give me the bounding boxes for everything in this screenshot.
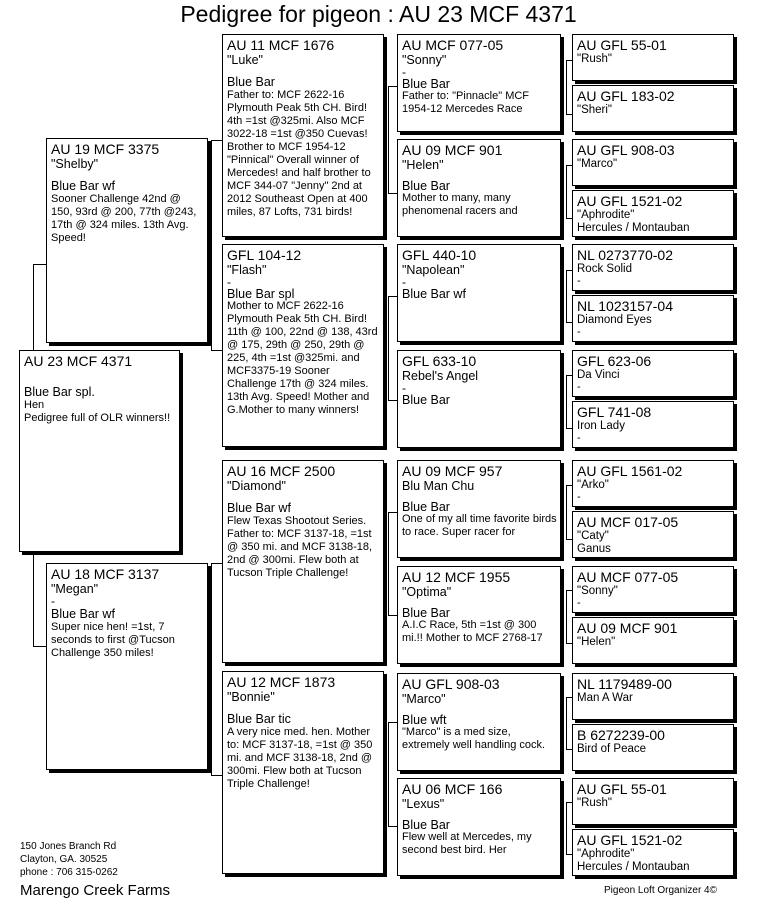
gen4-band: AU GFL 183-02	[577, 88, 675, 104]
connector-line	[388, 512, 397, 513]
connector-line	[211, 563, 212, 775]
connector-line	[388, 193, 397, 194]
gen3-note: A.I.C Race, 5th =1st @ 300 mi.!! Mother to MCF 2768-17	[402, 619, 543, 644]
connector-line	[566, 697, 567, 749]
gen3-card[interactable]	[397, 673, 561, 771]
connector-line	[211, 140, 222, 141]
gen4-card[interactable]	[572, 566, 734, 613]
sire-sire-name: "Luke"	[227, 53, 263, 67]
connector-line	[211, 350, 222, 351]
dam-name: "Megan"	[51, 582, 99, 596]
dam-dam-card[interactable]	[222, 671, 384, 874]
gen4-extra: -	[577, 597, 581, 609]
connector-line	[388, 722, 389, 826]
sire-note: Sooner Challenge 42nd @ 150, 93rd @ 200, 77th @243, 17th @ 324 miles. 13th Avg. Speed!	[51, 193, 197, 244]
gen4-band: AU 09 MCF 901	[577, 620, 678, 636]
gen4-band: AU MCF 017-05	[577, 514, 679, 530]
gen4-band: NL 1023157-04	[577, 298, 674, 314]
gen4-card[interactable]	[572, 401, 734, 448]
address-line-1: 150 Jones Branch Rd	[20, 841, 117, 852]
gen3-band: GFL 440-10	[402, 247, 477, 263]
page-title	[0, 1, 757, 27]
gen4-name: "Rush"	[577, 797, 613, 809]
gen3-color: Blue Bar	[402, 77, 450, 91]
sire-sire-note: Father to: MCF 2622-16 Plymouth Peak 5th CH. Bird! 4th =1st @325mi. Also MCF 3022-18 =1st @350 Cuevas! Brother to MCF 1954-12 "Pinnical" Overall winner of Mercedes! and half brother to MCF 344-07 "Jenny" 2nd at 2012 Southeast Open at 400 miles, 87 Lofts, 731 birds!	[227, 89, 371, 218]
connector-line	[388, 296, 389, 400]
gen4-band: NL 1179489-00	[577, 676, 672, 692]
gen4-band: AU GFL 908-03	[577, 142, 675, 158]
gen4-card[interactable]	[572, 34, 734, 81]
gen3-card[interactable]	[397, 34, 561, 132]
gen3-note: "Marco" is a med size, extremely well handling cock.	[402, 726, 546, 751]
gen4-card[interactable]	[572, 673, 734, 720]
connector-line	[566, 375, 567, 428]
gen3-name: "Napolean"	[402, 263, 465, 277]
sire-dam-band: GFL 104-12	[227, 247, 302, 263]
connector-line	[388, 722, 397, 723]
gen3-note: Mother to many, many phenomenal racers and	[402, 192, 518, 217]
gen4-extra: Hercules / Montauban	[577, 222, 690, 234]
gen3-card[interactable]	[397, 350, 561, 448]
gen4-card[interactable]	[572, 778, 734, 825]
gen4-card[interactable]	[572, 295, 734, 342]
connector-line	[388, 296, 397, 297]
gen3-color: Blue Bar	[402, 393, 450, 407]
dam-sire-name: "Diamond"	[227, 479, 286, 493]
dam-dam-color: Blue Bar tic	[227, 712, 291, 726]
gen4-band: GFL 623-06	[577, 353, 652, 369]
gen3-name: "Sonny"	[402, 53, 447, 67]
sire-name: "Shelby"	[51, 157, 99, 171]
connector-line	[566, 270, 567, 322]
phone: phone : 706 315-0262	[20, 867, 118, 878]
gen4-band: AU GFL 1521-02	[577, 193, 683, 209]
gen4-extra: Hercules / Montauban	[577, 861, 690, 873]
connector-line	[388, 826, 397, 827]
gen3-name: Rebel's Angel	[402, 369, 479, 383]
dam-dam-name: "Bonnie"	[227, 690, 275, 704]
connector-line	[566, 165, 567, 218]
gen3-color: Blue Bar	[402, 818, 450, 832]
gen4-name: "Sheri"	[577, 104, 613, 116]
connector-line	[566, 802, 567, 854]
gen4-card[interactable]	[572, 617, 734, 664]
gen4-band: AU GFL 1521-02	[577, 832, 683, 848]
gen4-name: "Aphrodite"	[577, 209, 635, 221]
sire-dam-name: "Flash"	[227, 263, 267, 277]
connector-line	[388, 86, 389, 193]
gen4-band: AU GFL 1561-02	[577, 463, 683, 479]
gen3-color: Blue Bar	[402, 179, 450, 193]
gen4-name: "Marco"	[577, 158, 618, 170]
gen3-band: AU GFL 908-03	[402, 676, 500, 692]
sire-sire-band: AU 11 MCF 1676	[227, 37, 335, 53]
connector-line	[33, 646, 46, 647]
gen4-name: Man A War	[577, 692, 633, 704]
gen4-card[interactable]	[572, 460, 734, 507]
gen3-card[interactable]	[397, 460, 561, 558]
dam-card[interactable]	[46, 563, 208, 770]
gen4-name: Iron Lady	[577, 420, 625, 432]
gen4-extra: -	[577, 326, 581, 338]
dam-note: Super nice hen! =1st, 7 seconds to first @Tucson Challenge 350 miles!	[51, 621, 175, 659]
gen3-band: AU MCF 077-05	[402, 37, 504, 53]
connector-line	[566, 60, 567, 114]
title-band: AU 23 MCF 4371	[398, 1, 577, 27]
farm-name: Marengo Creek Farms	[20, 882, 171, 899]
footer-address	[20, 840, 118, 879]
gen4-card[interactable]	[572, 511, 734, 558]
gen3-band: AU 09 MCF 901	[402, 142, 503, 158]
gen4-name: Bird of Peace	[577, 743, 647, 755]
connector-line	[566, 590, 567, 643]
software-credit: Pigeon Loft Organizer 4©	[604, 885, 717, 896]
gen4-name: Da Vinci	[577, 369, 620, 381]
gen4-card[interactable]	[572, 829, 734, 876]
gen3-card[interactable]	[397, 566, 561, 664]
dam-color: Blue Bar wf	[51, 607, 115, 621]
dam-sire-card[interactable]	[222, 460, 384, 663]
connector-line	[566, 485, 567, 539]
sire-dam-dash: -	[227, 275, 231, 289]
dam-sire-band: AU 16 MCF 2500	[227, 463, 336, 479]
gen4-band: AU GFL 55-01	[577, 37, 667, 53]
sire-card[interactable]	[46, 138, 208, 343]
sire-dam-color: Blue Bar spl	[227, 287, 295, 301]
gen3-name: "Optima"	[402, 585, 452, 599]
gen3-band: AU 06 MCF 166	[402, 781, 503, 797]
gen4-card[interactable]	[572, 85, 734, 132]
gen4-name: Diamond Eyes	[577, 314, 652, 326]
sire-band: AU 19 MCF 3375	[51, 141, 160, 157]
gen4-extra: -	[577, 491, 581, 503]
gen3-color: Blue wft	[402, 713, 447, 727]
connector-line	[388, 615, 397, 616]
gen4-card[interactable]	[572, 724, 734, 771]
subject-sex: Hen	[24, 399, 45, 411]
dam-band: AU 18 MCF 3137	[51, 566, 160, 582]
gen4-band: GFL 741-08	[577, 404, 652, 420]
sire-sire-color: Blue Bar	[227, 75, 275, 89]
connector-line	[388, 86, 397, 87]
gen4-name: Rock Solid	[577, 263, 632, 275]
dam-sire-note: Flew Texas Shootout Series. Father to: MCF 3137-18, =1st @ 350 mi. and MCF 3138-18, 2nd @ 300mi. Flew both at Tucson Triple Challenge!	[227, 515, 373, 579]
gen4-name: "Arko"	[577, 479, 609, 491]
dam-dam-note: A very nice med. hen. Mother to: MCF 3137-18, =1st @ 350 mi. and MCF 3138-18, 2nd @ 300mi. Flew both at Tucson Triple Challenge!	[227, 726, 373, 790]
gen4-band: AU GFL 55-01	[577, 781, 667, 797]
gen3-dash: -	[402, 65, 406, 79]
gen4-card[interactable]	[572, 190, 734, 237]
connector-line	[211, 563, 222, 564]
gen3-note: One of my all time favorite birds to race. Super racer for	[402, 513, 557, 538]
connector-line	[33, 264, 46, 265]
gen4-card[interactable]	[572, 244, 734, 291]
gen3-color: Blue Bar	[402, 500, 450, 514]
subject-note: Pedigree full of OLR winners!!	[24, 412, 171, 424]
gen4-extra: -	[577, 432, 581, 444]
dam-sire-color: Blue Bar wf	[227, 501, 291, 515]
connector-line	[211, 775, 222, 776]
gen3-name: "Marco"	[402, 692, 446, 706]
subject-band: AU 23 MCF 4371	[24, 353, 133, 369]
gen4-band: AU MCF 077-05	[577, 569, 679, 585]
gen3-note: Father to: "Pinnacle" MCF 1954-12 Mercedes Race	[402, 90, 530, 115]
gen3-band: GFL 633-10	[402, 353, 477, 369]
dam-dam-band: AU 12 MCF 1873	[227, 674, 336, 690]
sire-dam-note: Mother to MCF 2622-16 Plymouth Peak 5th CH. Bird! 11th @ 100, 22nd @ 138, 43rd @ 175, 29th @ 250, 29th @ 225, 4th =1st @325mi. and MCF3375-19 Sooner Challenge 17th @ 324 miles. 13th Avg. Speed! Mother and G.Mother to many winners!	[227, 300, 378, 416]
gen4-band: B 6272239-00	[577, 727, 665, 743]
gen4-card[interactable]	[572, 350, 734, 397]
address-line-2: Clayton, GA. 30525	[20, 854, 108, 865]
connector-line	[388, 400, 397, 401]
title-prefix: Pedigree for pigeon :	[180, 1, 399, 27]
gen4-name: "Aphrodite"	[577, 848, 635, 860]
gen3-dash: -	[402, 275, 406, 289]
gen4-band: NL 0273770-02	[577, 247, 674, 263]
connector-line	[388, 512, 389, 615]
sire-color: Blue Bar wf	[51, 179, 115, 193]
gen4-extra: Ganus	[577, 543, 611, 555]
gen4-extra: -	[577, 381, 581, 393]
subject-color: Blue Bar spl.	[24, 385, 95, 399]
gen4-card[interactable]	[572, 139, 734, 186]
gen3-color: Blue Bar wf	[402, 287, 466, 301]
subject-card[interactable]	[19, 350, 180, 552]
gen3-band: AU 12 MCF 1955	[402, 569, 511, 585]
gen3-band: AU 09 MCF 957	[402, 463, 503, 479]
gen4-extra: -	[577, 275, 581, 287]
gen3-note: Flew well at Mercedes, my second best bird. Her	[402, 831, 532, 856]
gen4-name: "Rush"	[577, 53, 613, 65]
gen3-card[interactable]	[397, 778, 561, 876]
gen3-name: "Lexus"	[402, 797, 445, 811]
sire-dam-card[interactable]	[222, 244, 384, 447]
gen3-dash: -	[402, 381, 406, 395]
gen3-name: Blu Man Chu	[402, 479, 475, 493]
gen4-name: "Caty"	[577, 530, 609, 542]
gen3-name: "Helen"	[402, 158, 444, 172]
gen4-name: "Sonny"	[577, 585, 618, 597]
gen3-card[interactable]	[397, 244, 561, 342]
gen4-name: "Helen"	[577, 636, 616, 648]
gen3-color: Blue Bar	[402, 606, 450, 620]
gen3-card[interactable]	[397, 139, 561, 237]
sire-sire-card[interactable]	[222, 34, 384, 237]
dam-dash: -	[51, 594, 55, 608]
connector-line	[211, 140, 212, 350]
